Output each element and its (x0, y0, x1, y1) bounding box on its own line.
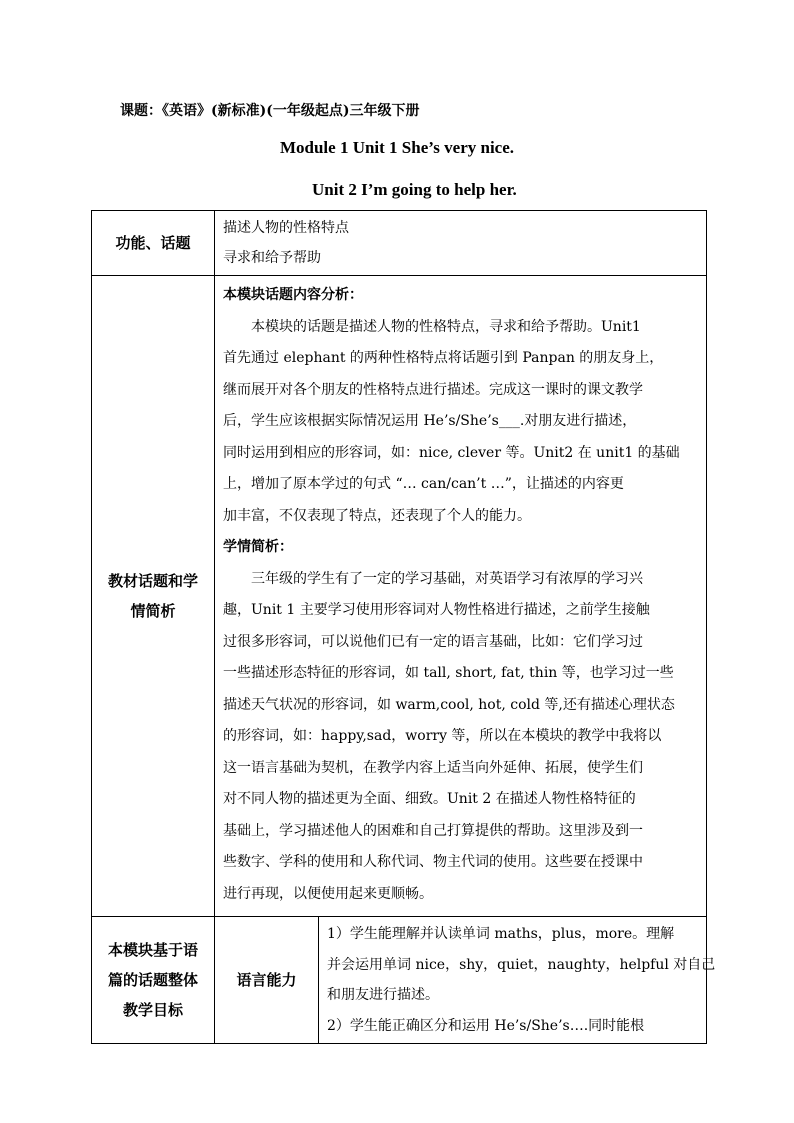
learner-paragraph-line: 三年级的学生有了一定的学习基础，对英语学习有浓厚的学习兴 (251, 570, 643, 587)
learner-paragraph-line: 进行再现，以便使用起来更顺畅。 (223, 885, 433, 902)
learner-paragraph-line: 趣，Unit 1 主要学习使用形容词对人物性格进行描述，之前学生接触 (223, 602, 650, 618)
analysis-paragraph-line: 加丰富，不仅表现了特点，还表现了个人的能力。 (223, 507, 531, 524)
goals-content-cell (319, 917, 716, 1044)
language-ability-label: 语言能力 (236, 971, 297, 989)
goals-label-line: 篇的话题整体 (107, 971, 198, 989)
goals-label-line: 教学目标 (122, 1001, 183, 1019)
learner-paragraph-line: 些数字、学科的使用和人称代词、物主代词的使用。这些要在授课中 (223, 854, 643, 870)
function-line: 描述人物的性格特点 (223, 220, 349, 236)
goal-line: 和朋友进行描述。 (327, 987, 439, 1003)
learner-paragraph-line: 一些描述形态特征的形容词，如 tall, short, fat, thin 等，也学习过一些 (223, 665, 674, 681)
learner-paragraph-line: 过很多形容词，可以说他们已有一定的语言基础，比如：它们学习过 (223, 633, 643, 650)
goals-label-cell (92, 917, 215, 1044)
analysis-label-line: 情简析 (130, 602, 176, 620)
language-ability-cell (215, 917, 319, 1044)
analysis-content-cell (215, 276, 707, 917)
learner-paragraph-line: 基础上，学习描述他人的困难和自己打算提供的帮助。这里涉及到一 (223, 822, 643, 839)
analysis-paragraph-line: 同时运用到相应的形容词，如：nice, clever 等。Unit2 在 unit1 的基础 (223, 444, 680, 461)
analysis-paragraph-line: 继而展开对各个朋友的性格特点进行描述。完成这一课时的课文教学 (223, 381, 643, 398)
learner-paragraph-line: 描述天气状况的形容词，如 warm,cool, hot, cold 等,还有描述心理状态 (223, 696, 675, 713)
lesson-plan-table (91, 210, 716, 1044)
function-label: 功能、话题 (115, 234, 191, 252)
analysis-paragraph-line: 首先通过 elephant 的两种性格特点将话题引到 Panpan 的朋友身上， (223, 350, 664, 366)
learner-paragraph-line: 这一语言基础为契机，在教学内容上适当向外延伸、拓展，使学生们 (223, 759, 643, 776)
analysis-label-line: 教材话题和学 (107, 572, 198, 590)
table-row-analysis (92, 276, 707, 917)
analysis-label-cell (92, 276, 215, 917)
function-line: 寻求和给予帮助 (223, 250, 321, 266)
analysis-paragraph-line: 后，学生应该根据实际情况运用 He’s/She’s___.对朋友进行描述， (223, 413, 637, 429)
topic-analysis-heading: 本模块话题内容分析： (223, 287, 363, 303)
goals-label-line: 本模块基于语 (107, 941, 198, 959)
goal-line: 并会运用单词 nice，shy，quiet，naughty，helpful 对自己 (327, 956, 716, 973)
learner-paragraph-line: 对不同人物的描述更为全面、细致。Unit 2 在描述人物性格特征的 (223, 791, 636, 807)
function-content-cell (215, 211, 707, 276)
learner-paragraph-line: 的形容词，如：happy,sad，worry 等，所以在本模块的教学中我将以 (223, 728, 662, 744)
analysis-paragraph-line: 本模块的话题是描述人物的性格特点，寻求和给予帮助。Unit1 (251, 318, 641, 335)
table-row-goals (92, 917, 707, 1044)
learner-analysis-heading: 学情简析： (223, 539, 293, 555)
table-row-function (92, 211, 707, 276)
goal-line: 1）学生能理解并认读单词 maths，plus，more。理解 (327, 926, 675, 942)
unit-title: Unit 2 I’m going to help her. (312, 180, 517, 199)
course-title: 课题：《英语》(新标准)(一年级起点)三年级下册 (120, 103, 420, 119)
analysis-paragraph-line: 上，增加了原本学过的句式 “… can/can’t …”，让描述的内容更 (223, 476, 624, 492)
function-label-cell (92, 211, 215, 276)
module-title: Module 1 Unit 1 She’s very nice. (279, 138, 515, 157)
goal-line: 2）学生能正确区分和运用 He’s/She’s….同时能根 (327, 1017, 645, 1034)
